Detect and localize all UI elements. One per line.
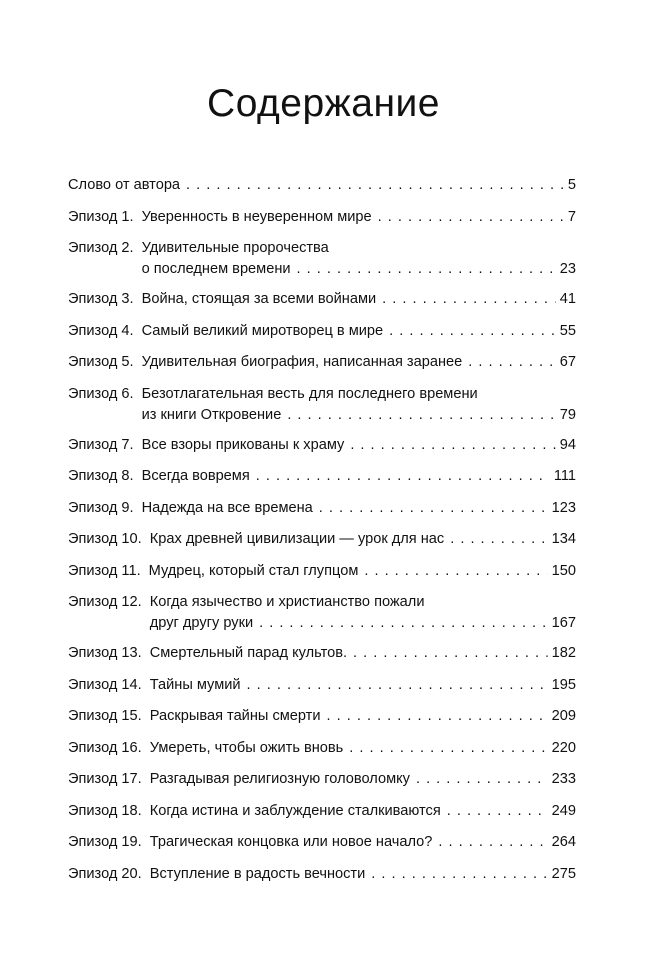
dot-leader (291, 259, 556, 280)
dot-leader (365, 864, 547, 885)
toc-title: Самый великий миротворец в мире (141, 322, 384, 339)
toc-episode-label: Эпизод 18. (68, 802, 142, 819)
toc-title: Раскрывая тайны смерти (149, 708, 321, 724)
toc-page-number: 123 (551, 499, 576, 516)
toc-title: Тайны мумий (149, 676, 241, 693)
toc-title: Мудрец, который стал глупцом (148, 562, 359, 579)
dot-leader (383, 321, 556, 342)
dot-leader (444, 529, 547, 550)
toc-episode-label: Эпизод 5. (68, 354, 134, 370)
toc-entry-intro[interactable] (68, 175, 576, 196)
toc-title: Все взоры прикованы к храму (141, 436, 345, 453)
toc-title: Уверенность в неуверенном мире (141, 208, 372, 225)
toc-entry-18[interactable] (68, 801, 576, 822)
toc-entry-8[interactable] (68, 466, 576, 487)
toc-page-number: 79 (559, 406, 576, 423)
toc-page-number: 111 (553, 468, 576, 484)
toc-episode-label: Эпизод 2. (68, 240, 134, 256)
toc-title: Удивительные пророчества (141, 240, 329, 256)
toc-episode-label: Эпизод 14. (68, 676, 142, 693)
dot-leader (372, 207, 564, 228)
dot-leader (344, 435, 555, 456)
dot-leader (358, 561, 547, 582)
toc-entry-14[interactable] (68, 675, 576, 696)
toc-title: Всегда вовремя (141, 468, 250, 484)
toc-entry-3[interactable] (68, 289, 576, 310)
toc-entry-15[interactable] (68, 706, 576, 727)
toc-page-number: 233 (551, 771, 576, 787)
dot-leader (321, 706, 548, 727)
dot-leader (250, 466, 550, 487)
toc-page-number: 220 (551, 739, 576, 756)
toc-entry-20[interactable] (68, 864, 576, 885)
toc-episode-label: Эпизод 12. (68, 594, 142, 610)
toc-title: Когда язычество и христианство пожали (149, 594, 425, 610)
toc-episode-label: Эпизод 15. (68, 708, 142, 724)
toc-title: Когда истина и заблуждение сталкиваются (149, 802, 441, 819)
toc-episode-label: Эпизод 6. (68, 385, 134, 402)
toc-title: Вступление в радость вечности (149, 865, 366, 882)
toc-episode-label: Эпизод 7. (68, 436, 134, 453)
toc-page-number: 55 (559, 322, 576, 339)
toc-entry-6[interactable] (68, 384, 576, 426)
dot-leader (410, 769, 548, 790)
toc-episode-label: Эпизод 3. (68, 291, 134, 307)
toc-entry-4[interactable] (68, 321, 576, 342)
toc-entry-16[interactable] (68, 738, 576, 759)
toc-entry-10[interactable] (68, 529, 576, 550)
dot-leader (462, 352, 556, 373)
toc-page-number: 94 (559, 436, 576, 453)
toc-entry-2[interactable] (68, 238, 576, 280)
toc-page-number: 249 (551, 802, 576, 819)
toc-episode-label: Эпизод 11. (68, 562, 141, 579)
toc-episode-label: Эпизод 10. (68, 531, 142, 547)
toc-page-number: 182 (551, 645, 576, 661)
toc-title: Безотлагательная весть для последнего времени (141, 385, 478, 402)
toc-title: Смертельный парад культов. (149, 645, 348, 661)
dot-leader (180, 175, 564, 196)
toc-page-number: 275 (551, 865, 576, 882)
toc-episode-label: Эпизод 20. (68, 865, 142, 882)
toc-page-number: 41 (559, 291, 576, 307)
toc-episode-label: Эпизод 17. (68, 771, 142, 787)
page-title: Содержание (207, 82, 440, 125)
dot-leader (432, 832, 547, 853)
toc-page-number: 150 (551, 562, 576, 579)
toc-title-continued: друг другу руки (149, 615, 254, 631)
toc-title-continued: из книги Откровение (141, 406, 282, 423)
toc-page-number: 7 (567, 208, 576, 225)
toc-page-number: 195 (551, 676, 576, 693)
toc-episode-label: Эпизод 1. (68, 208, 134, 225)
toc-page-number: 134 (551, 531, 576, 547)
toc-episode-label: Эпизод 4. (68, 322, 134, 339)
toc-page-number: 209 (551, 708, 576, 724)
dot-leader (343, 738, 547, 759)
toc-page-number: 23 (559, 261, 576, 277)
toc-entry-17[interactable] (68, 769, 576, 790)
toc-title: Удивительная биография, написанная заранее (141, 354, 463, 370)
dot-leader (347, 643, 548, 664)
toc-title: Разгадывая религиозную головоломку (149, 771, 410, 787)
toc-episode-label: Эпизод 8. (68, 468, 134, 484)
dot-leader (281, 405, 555, 426)
toc-episode-label: Эпизод 16. (68, 739, 142, 756)
toc-title: Война, стоящая за всеми войнами (141, 291, 377, 307)
toc-entry-9[interactable] (68, 498, 576, 519)
toc-title: Надежда на все времена (141, 499, 313, 516)
toc-entry-13[interactable] (68, 643, 576, 664)
toc-page-number: 167 (551, 615, 576, 631)
toc-entry-11[interactable] (68, 561, 576, 582)
toc-entry-12[interactable] (68, 592, 576, 634)
toc-title: Трагическая концовка или новое начало? (149, 834, 433, 850)
toc-title: Умереть, чтобы ожить вновь (149, 739, 344, 756)
toc-page-number: 67 (559, 354, 576, 370)
toc-page-number: 264 (551, 834, 576, 850)
toc-entry-1[interactable] (68, 207, 576, 228)
toc-title: Крах древней цивилизации — урок для нас (149, 531, 445, 547)
dot-leader (241, 675, 548, 696)
toc-title-continued: о последнем времени (141, 261, 291, 277)
table-of-contents (68, 175, 576, 895)
toc-title: Слово от автора (68, 177, 181, 193)
dot-leader (376, 289, 556, 310)
dot-leader (441, 801, 548, 822)
toc-entry-7[interactable] (68, 435, 576, 456)
toc-episode-label: Эпизод 19. (68, 834, 142, 850)
dot-leader (253, 613, 548, 634)
toc-entry-5[interactable] (68, 352, 576, 373)
toc-entry-19[interactable] (68, 832, 576, 853)
toc-episode-label: Эпизод 13. (68, 645, 142, 661)
toc-page-number: 5 (567, 177, 576, 193)
toc-episode-label: Эпизод 9. (68, 499, 134, 516)
dot-leader (313, 498, 548, 519)
